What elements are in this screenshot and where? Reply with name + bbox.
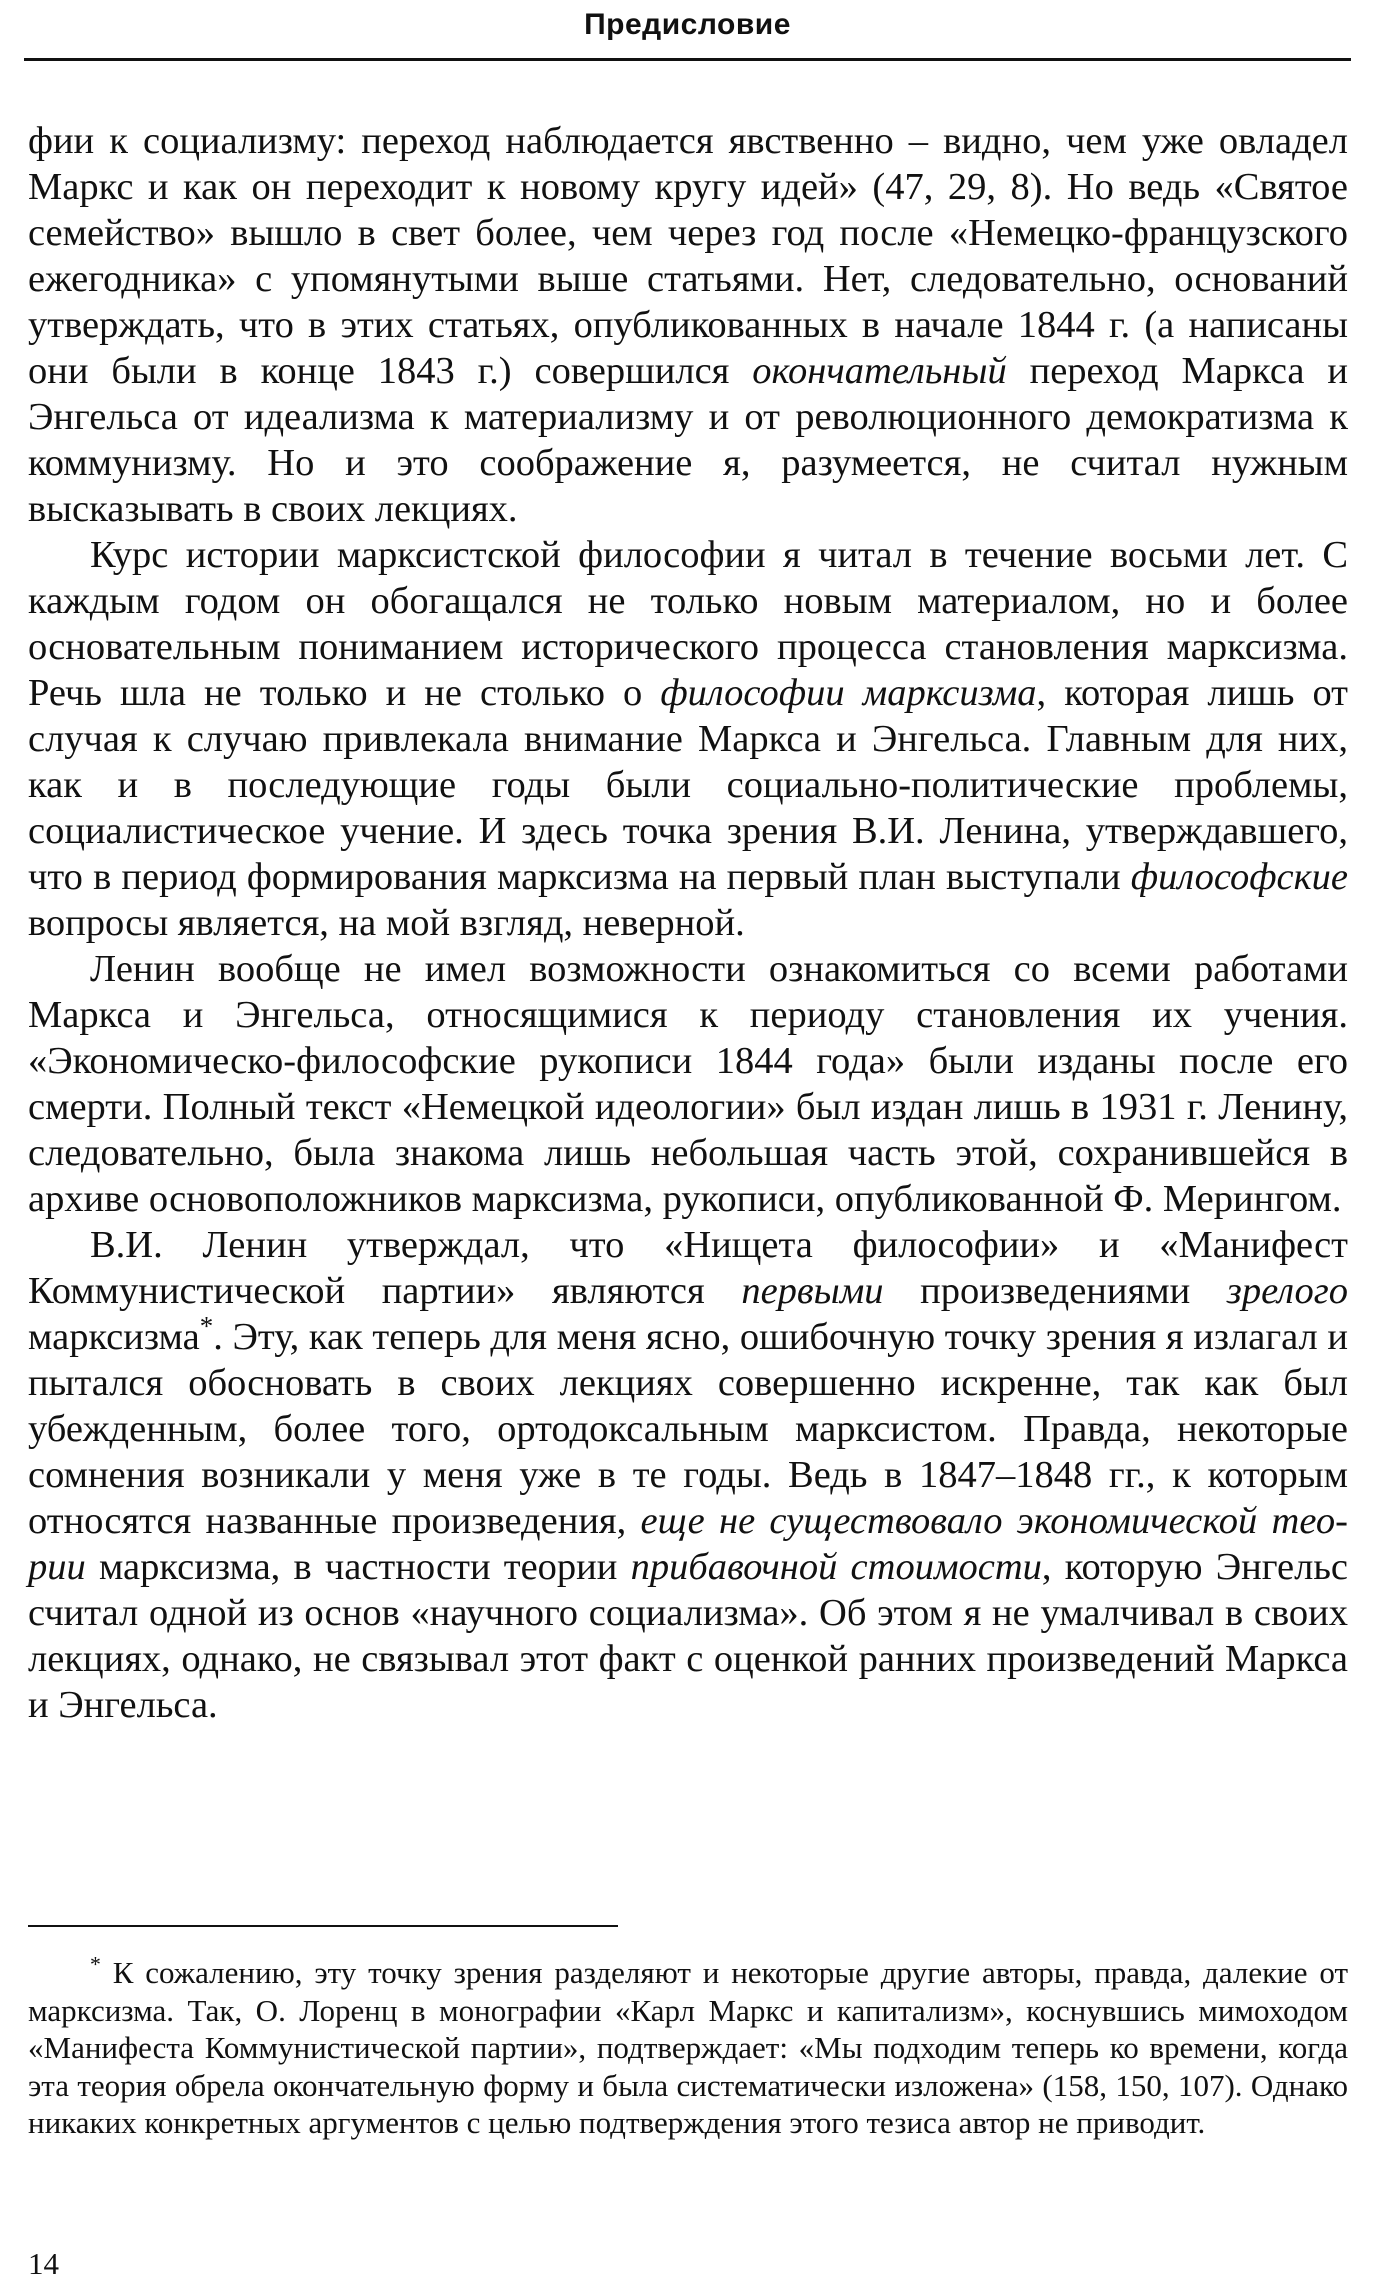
header-rule bbox=[24, 58, 1351, 61]
text-run: , которая лишь от случая к случаю привлекала внимание Маркса и Энгельса. Главным для них, как и в последующие годы были социально-политические проблемы, социалистическое учение. И здесь точка зрения В.И. Ленина, утверждавшего, что в период формирования марксизма на первый план выступали bbox=[28, 672, 1349, 898]
text-run: . Эту, как теперь для меня ясно, ошибочную точку зрения я излагал и пытался обосновать в своих лекциях совершенно искренне, так как был убежденным, более того, ортодоксальным марксистом. Правда, некоторые сомнения возникали у меня уже в те годы. Ведь в 1847–1848 гг., к которым относятся названные произведения, bbox=[28, 1316, 1348, 1542]
text-run: Ленин вообще не имел возможности ознакомиться со всеми работами Маркса и Энгельса, относящимися к периоду становления их учения. «Экономическо-философские рукописи 1844 года» были изданы после его смерти. Полный текст «Немецкой идеологии» был издан лишь в 1931 г. Ленину, следовательно, была знакома лишь небольшая часть этой, сохранившейся в архиве основоположников марксизма, рукописи, опубликованной Ф. Мерингом. bbox=[28, 948, 1348, 1220]
italic-run: философские bbox=[1130, 856, 1348, 898]
italic-run: философии марксизма bbox=[660, 672, 1037, 714]
text-run: марксизма, в частности теории bbox=[85, 1546, 631, 1588]
italic-run: первыми bbox=[741, 1270, 884, 1312]
text-run: , которую Энгельс считал одной из основ «научного социализма». Об этом я не умалчивал в своих лекциях, однако, не связывал этот факт с оценкой ранних произведений Маркса и Энгельса. bbox=[28, 1546, 1349, 1726]
footnote-reference[interactable]: * bbox=[199, 1311, 214, 1342]
footnote-paragraph bbox=[28, 1954, 1348, 2142]
running-header: Предисловие bbox=[584, 8, 791, 41]
paragraph-1 bbox=[28, 118, 1348, 532]
text-run: вопросы является, на мой взгляд, неверной. bbox=[28, 902, 745, 944]
text-run: В.И. Ленин утверждал, что «Нищета философии» и «Манифест Коммунистической партии» являются bbox=[28, 1224, 1348, 1312]
italic-run: еще не существовало экономической теории bbox=[28, 1500, 1348, 1588]
italic-run: прибавочной стоимости bbox=[630, 1546, 1042, 1588]
paragraph-3 bbox=[28, 946, 1348, 1222]
text-run: произведениями bbox=[883, 1270, 1227, 1312]
footnote bbox=[28, 1954, 1348, 2142]
text-run: переход Маркса и Энгельса от идеализма к материализму и от революционного демократизма к коммунизму. Но и это соображение я, разумеется, не считал нужным высказывать в своих лекциях. bbox=[28, 350, 1348, 530]
footnote-marker: * bbox=[90, 1952, 101, 1977]
footnote-rule bbox=[28, 1925, 618, 1927]
text-run: Курс истории марксистской философии я читал в течение восьми лет. С каждым годом он обогащался не только новым материалом, но и более основательным пониманием исторического процесса становления марксизма. Речь шла не только и не столько о bbox=[28, 534, 1348, 714]
page-number: 14 bbox=[28, 2246, 59, 2281]
text-run: марксизма bbox=[28, 1316, 200, 1358]
paragraph-2 bbox=[28, 532, 1348, 946]
text-run: фии к социализму: переход наблюдается явственно – видно, чем уже овладел Маркс и как он переходит к новому кругу идей» (47, 29, 8). Но ведь «Святое семейство» вышло в свет более, чем через год после «Немецко-французского ежегодника» с упомянутыми выше статьями. Нет, следовательно, оснований утверждать, что в этих статьях, опубликованных в начале 1844 г. (а написаны они были в конце 1843 г.) совершился bbox=[28, 120, 1348, 392]
main-text bbox=[28, 118, 1348, 1728]
paragraph-4 bbox=[28, 1222, 1348, 1728]
italic-run: окончательный bbox=[752, 350, 1007, 392]
footnote-text: К сожалению, эту точку зрения разделяют и некоторые другие авторы, правда, далекие от марксизма. Так, О. Лоренц в монографии «Карл Маркс и капитализм», коснувшись мимоходом «Манифеста Коммунистической партии», подтверждает: «Мы подходим теперь ко времени, когда эта теория обрела окончательную форму и была систематически изложена» (158, 150, 107). Однако никаких конкретных аргументов с целью подтверждения этого тезиса автор не приводит. bbox=[28, 1955, 1348, 2140]
italic-run: зрелого bbox=[1226, 1270, 1348, 1312]
